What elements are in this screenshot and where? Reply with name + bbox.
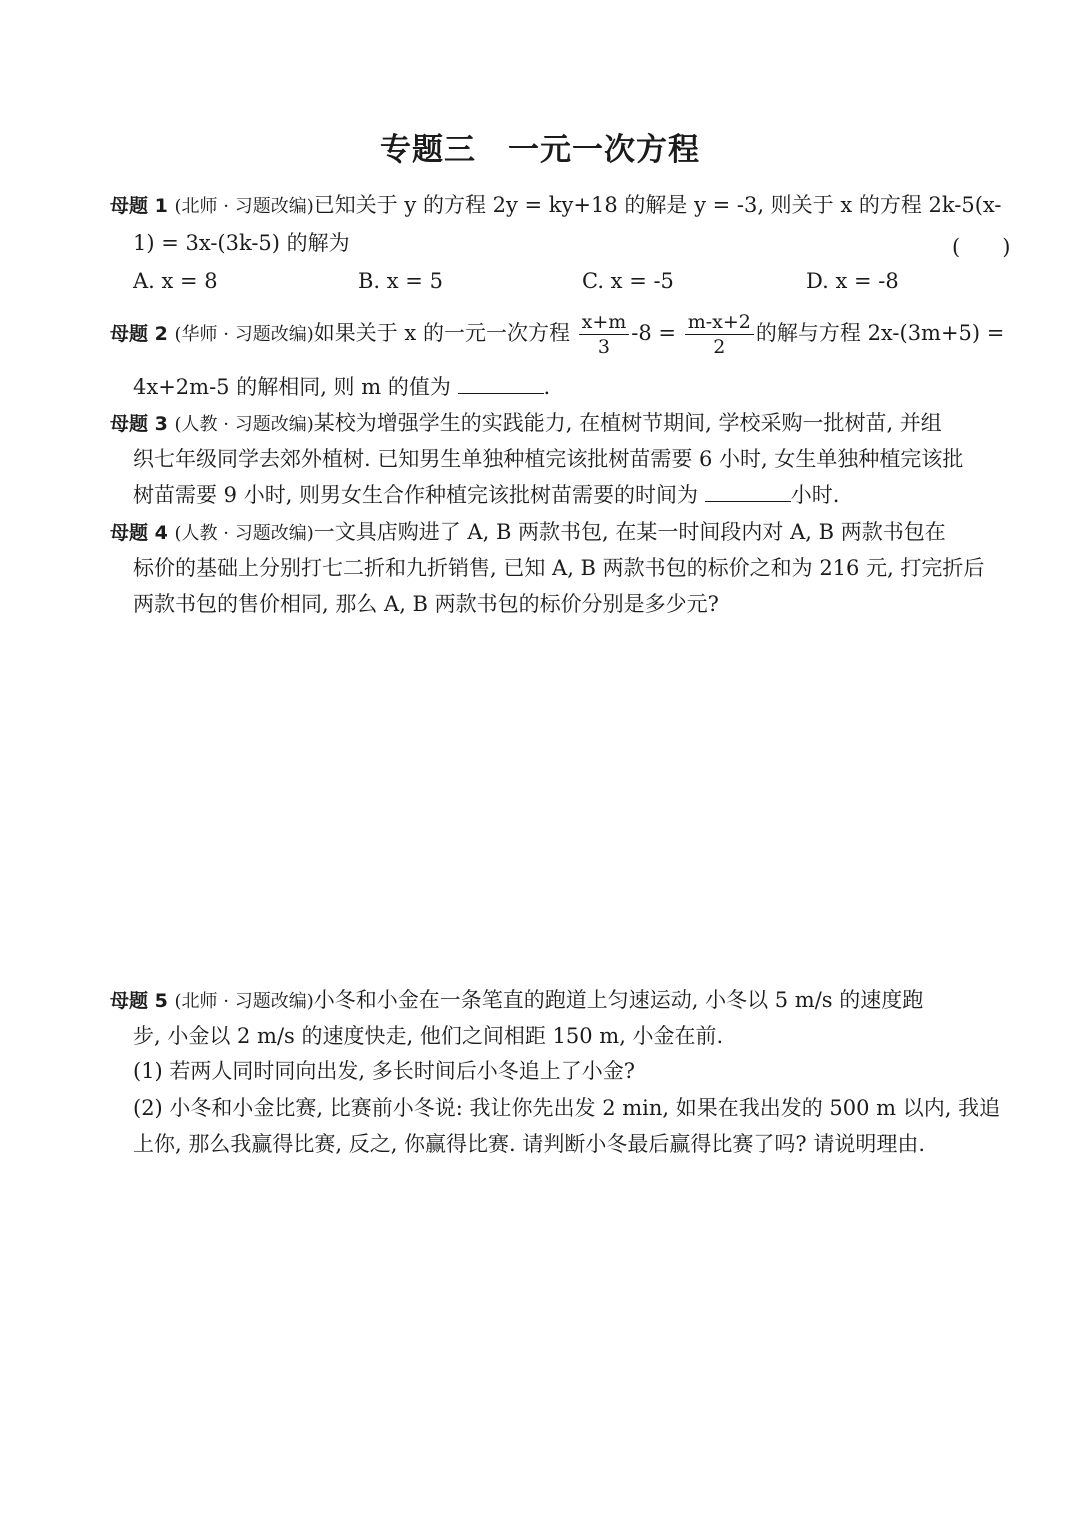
answer-blank-2 (705, 481, 791, 502)
problem-4-line-1 (110, 517, 946, 549)
fraction-1 (579, 310, 630, 359)
problem-5-text-1: 小冬和小金在一条笔直的跑道上匀速运动, 小冬以 5 m/s 的速度跑 (313, 988, 924, 1012)
option-b: B. x = 5 (358, 269, 443, 293)
problem-3-line-2: 织七年级同学去郊外植树. 已知男生单独种植完该批树苗需要 6 小时, 女生单独种植完该批 (133, 447, 964, 471)
problem-3-line-3 (133, 480, 839, 510)
problem-2-middle: -8 = (631, 321, 677, 345)
fraction-2-numerator: m-x+2 (685, 310, 754, 335)
page-title: 专题三 一元一次方程 (380, 132, 700, 168)
problem-5-subquestion-1: (1) 若两人同时同向出发, 多长时间后小冬追上了小金? (133, 1059, 636, 1083)
problem-2-source: (华师 · 习题改编) (174, 324, 314, 345)
problem-1-text-1: 已知关于 y 的方程 2y = ky+18 的解是 y = -3, 则关于 x 的方程 2k-5(x- (313, 193, 1002, 217)
problem-3-source: (人教 · 习题改编) (174, 414, 314, 435)
option-c: C. x = -5 (582, 269, 674, 293)
problem-3-unit: 小时. (790, 483, 840, 507)
problem-3-text-3: 树苗需要 9 小时, 则男女生合作种植完该批树苗需要的时间为 (133, 483, 699, 507)
problem-5-line-1 (110, 985, 923, 1017)
problem-3-line-1 (110, 408, 942, 440)
answer-blank-1 (458, 373, 544, 394)
problem-2-line-1 (110, 306, 1004, 362)
problem-2-text-before: 如果关于 x 的一元一次方程 (313, 321, 570, 345)
problem-2-period: . (543, 375, 551, 399)
problem-5-source: (北师 · 习题改编) (174, 991, 314, 1012)
problem-3-label: 母题 3 (110, 413, 168, 435)
problem-1-source: (北师 · 习题改编) (174, 196, 314, 217)
problem-4-line-2: 标价的基础上分别打七二折和九折销售, 已知 A, B 两款书包的标价之和为 216 元, 打完折后 (133, 556, 985, 580)
fraction-1-numerator: x+m (579, 310, 630, 335)
problem-3-text-1: 某校为增强学生的实践能力, 在植树节期间, 学校采购一批树苗, 并组 (313, 411, 942, 435)
problem-2-line-2 (133, 372, 550, 402)
problem-2-text-after: 的解与方程 2x-(3m+5) = (755, 321, 1005, 345)
problem-4-source: (人教 · 习题改编) (174, 523, 314, 544)
problem-5-subquestion-2-line-1: (2) 小冬和小金比赛, 比赛前小冬说: 我让你先出发 2 min, 如果在我出发的 500 m 以内, 我追 (133, 1096, 1001, 1120)
option-d: D. x = -8 (806, 269, 899, 293)
problem-5-line-2: 步, 小金以 2 m/s 的速度快走, 他们之间相距 150 m, 小金在前. (133, 1024, 724, 1048)
problem-5-label: 母题 5 (110, 990, 168, 1012)
problem-4-line-3: 两款书包的售价相同, 那么 A, B 两款书包的标价分别是多少元? (133, 592, 719, 616)
fraction-1-denominator: 3 (597, 336, 611, 358)
problem-4-text-1: 一文具店购进了 A, B 两款书包, 在某一时间段内对 A, B 两款书包在 (313, 520, 946, 544)
problem-1-line-1 (110, 190, 1002, 222)
problem-1-label: 母题 1 (110, 195, 168, 217)
problem-2-text-2: 4x+2m-5 的解相同, 则 m 的值为 (133, 375, 451, 399)
problem-1-line-2: 1) = 3x-(3k-5) 的解为 (133, 231, 350, 255)
problem-5-subquestion-2-line-2: 上你, 那么我赢得比赛, 反之, 你赢得比赛. 请判断小冬最后赢得比赛了吗? 请说明理由. (133, 1132, 926, 1156)
option-a: A. x = 8 (133, 269, 218, 293)
problem-4-label: 母题 4 (110, 522, 168, 544)
answer-parentheses: ( ) (952, 235, 1011, 259)
problem-2-label: 母题 2 (110, 323, 168, 345)
fraction-2 (685, 310, 754, 359)
fraction-2-denominator: 2 (713, 336, 726, 358)
